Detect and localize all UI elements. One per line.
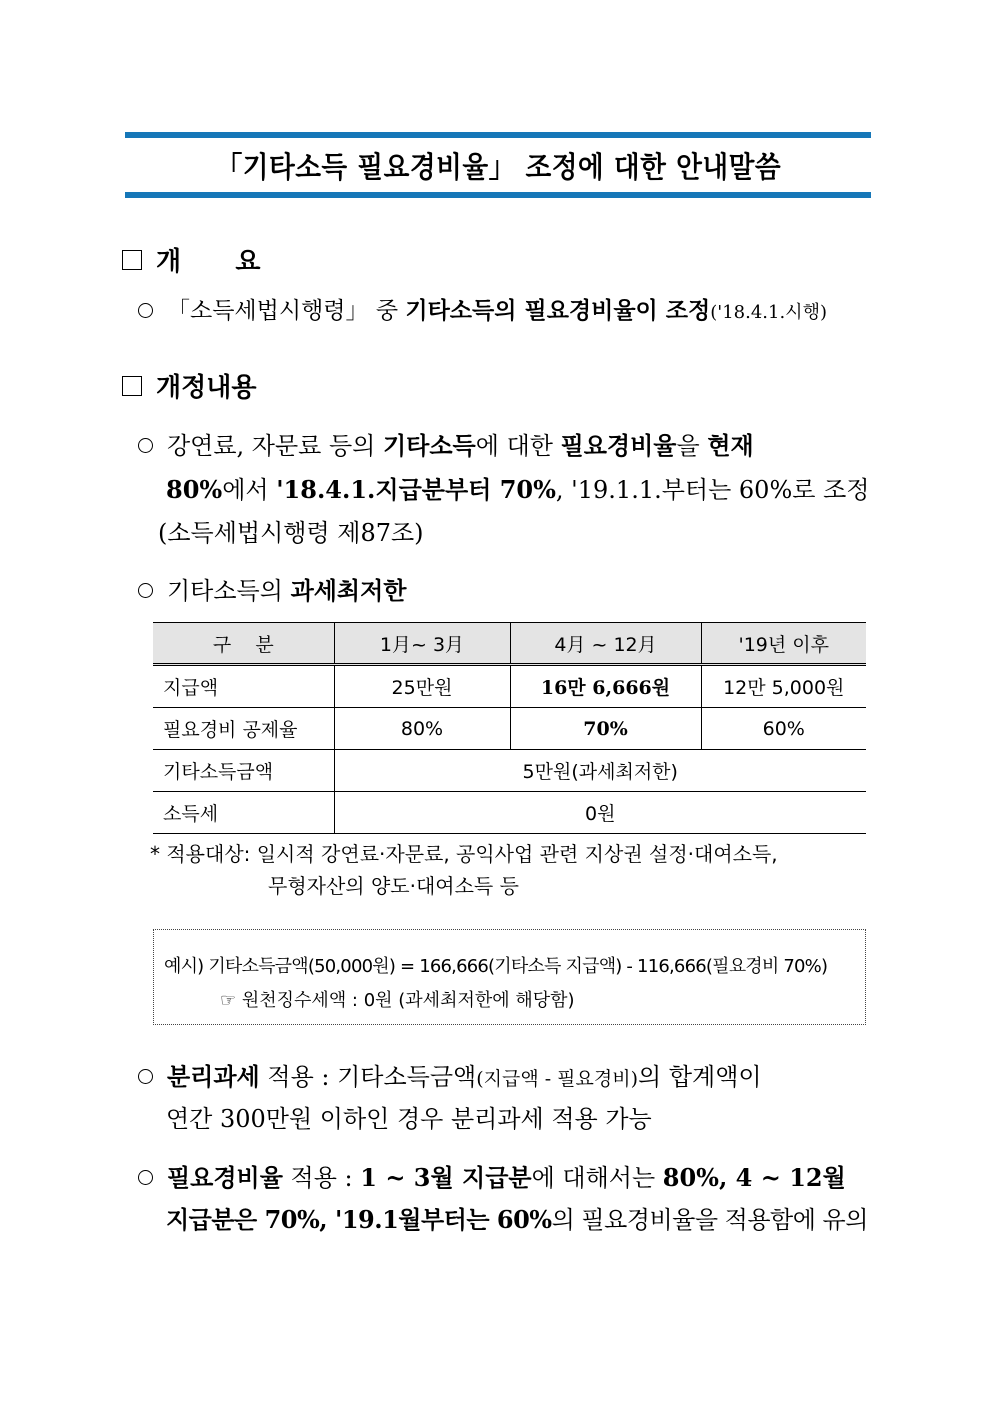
separate-taxation-bullet-line1 bbox=[138, 1057, 762, 1092]
text-bold: 과세최저한 bbox=[290, 577, 407, 605]
text-bold: 필요경비율 bbox=[167, 1163, 283, 1192]
section-heading-text: 개정내용 bbox=[156, 373, 257, 403]
text: 에 대한 bbox=[475, 432, 561, 460]
revision-bullet-line1 bbox=[138, 426, 754, 461]
text-bold: '18.4.1.지급분부터 70% bbox=[276, 475, 556, 504]
revision-bullet-line2 bbox=[166, 470, 869, 505]
table-cell: 25만원 bbox=[334, 665, 510, 708]
table-header: 1月~ 3月 bbox=[334, 623, 510, 665]
text-bold: 현재 bbox=[707, 431, 754, 460]
bullet-text-bold: 기타소득의 필요경비율이 조정 bbox=[405, 297, 711, 324]
tax-threshold-table bbox=[153, 622, 866, 834]
table-header: 4月 ~ 12月 bbox=[510, 623, 701, 665]
row-label: 필요경비 공제율 bbox=[153, 708, 334, 750]
text: 적용 : 기타소득금액 bbox=[259, 1063, 477, 1091]
text-bold: 필요경비율 bbox=[560, 431, 677, 460]
table-row bbox=[153, 792, 866, 834]
row-label: 소득세 bbox=[153, 792, 334, 834]
table-cell: 80% bbox=[334, 708, 510, 750]
note-line: 무형자산의 양도·대여소득 등 bbox=[268, 874, 519, 898]
circle-bullet-icon bbox=[138, 1170, 153, 1185]
text: , '19.1.1.부터는 60%로 조정 bbox=[555, 476, 870, 504]
text: 적용 : bbox=[282, 1164, 361, 1192]
checkbox-square-icon bbox=[122, 376, 142, 396]
tax-threshold-bullet bbox=[138, 571, 406, 606]
table-row bbox=[153, 708, 866, 750]
example-result bbox=[220, 986, 575, 1012]
circle-bullet-icon bbox=[138, 303, 153, 318]
circle-bullet-icon bbox=[138, 1069, 153, 1084]
checkbox-square-icon bbox=[122, 250, 142, 270]
row-label: 기타소득금액 bbox=[153, 750, 334, 792]
circle-bullet-icon bbox=[138, 438, 153, 453]
document-title-bar bbox=[125, 132, 871, 198]
table-cell-merged: 0원 bbox=[334, 792, 866, 834]
table-header: '19년 이후 bbox=[701, 623, 866, 665]
text: 강연료, 자문료 등의 bbox=[167, 432, 383, 460]
text-bold: 80% bbox=[166, 475, 223, 504]
example-result-text: 원천징수세액 : 0원 (과세최저한에 해당함) bbox=[241, 990, 575, 1011]
table-cell: 70% bbox=[510, 708, 701, 750]
expense-ratio-bullet-line1 bbox=[138, 1158, 846, 1193]
table-cell: 60% bbox=[701, 708, 866, 750]
section-heading-revision bbox=[122, 367, 256, 404]
row-label: 지급액 bbox=[153, 665, 334, 708]
example-formula: 예시) 기타소득금액(50,000원) = 166,666(기타소득 지급액) - 116,666(필요경비 70%) bbox=[164, 956, 828, 977]
text-bold: 기타소득 bbox=[383, 431, 476, 460]
text-bold: 1 ~ 3월 지급분 bbox=[360, 1163, 532, 1192]
circle-bullet-icon bbox=[138, 583, 153, 598]
example-box bbox=[153, 929, 866, 1025]
text: 에 대해서는 bbox=[531, 1164, 663, 1192]
bullet-text: 「소득세법시행령」 중 bbox=[167, 298, 406, 324]
text: 에서 bbox=[222, 476, 277, 504]
note-line: 일시적 강연료·자문료, 공익사업 관련 지상권 설정·대여소득, bbox=[256, 842, 778, 866]
text: 을 bbox=[676, 432, 708, 460]
pointing-hand-icon: ☞ bbox=[220, 990, 237, 1011]
note-prefix: * 적용대상: bbox=[150, 842, 257, 866]
table-cell-merged: 5만원(과세최저한) bbox=[334, 750, 866, 792]
text: 의 필요경비율을 적용함에 유의 bbox=[551, 1206, 868, 1234]
table-header: 구 분 bbox=[153, 623, 334, 665]
text-bold: 지급분은 70%, '19.1월부터는 60% bbox=[166, 1205, 552, 1234]
table-row bbox=[153, 750, 866, 792]
document-title: 「기타소득 필요경비율」 조정에 대한 안내말씀 bbox=[215, 149, 781, 184]
text: 기타소득의 bbox=[167, 577, 291, 605]
text: 의 합계액이 bbox=[638, 1063, 762, 1091]
separate-taxation-bullet-line2 bbox=[166, 1099, 652, 1134]
table-header-row bbox=[153, 623, 866, 665]
table-cell: 12만 5,000원 bbox=[701, 665, 866, 708]
text: 연간 300만원 이하인 경우 분리과세 적용 가능 bbox=[166, 1105, 652, 1133]
section-heading-text: 개 요 bbox=[156, 247, 261, 277]
table-cell: 16만 6,666원 bbox=[510, 665, 701, 708]
text-small: (지급액 - 필요경비) bbox=[476, 1068, 639, 1090]
revision-bullet-line3 bbox=[158, 513, 424, 548]
text: (소득세법시행령 제87조) bbox=[158, 519, 424, 547]
section-heading-overview bbox=[122, 241, 261, 278]
text-bold: 분리과세 bbox=[167, 1062, 260, 1091]
text-bold: 80%, 4 ~ 12월 bbox=[662, 1163, 846, 1192]
overview-bullet bbox=[138, 292, 827, 325]
expense-ratio-bullet-line2 bbox=[166, 1200, 868, 1235]
table-row bbox=[153, 665, 866, 708]
bullet-text-small: ('18.4.1.시행) bbox=[710, 302, 827, 323]
applicable-targets-note bbox=[150, 838, 778, 902]
